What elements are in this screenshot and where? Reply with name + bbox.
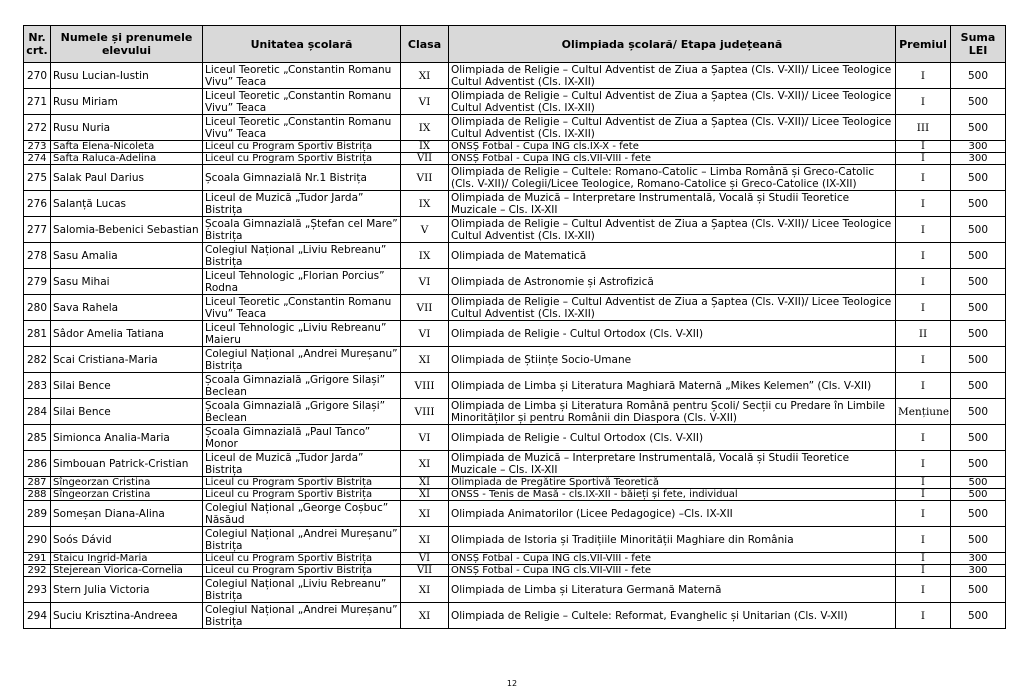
row-number-cell: 279 xyxy=(24,269,51,295)
class-cell: V xyxy=(401,217,449,243)
school-unit-cell: Școala Gimnazială „Grigore Silași” Beclean xyxy=(203,373,401,399)
class-cell: VII xyxy=(401,165,449,191)
class-cell: VI xyxy=(401,425,449,451)
class-cell: XI xyxy=(401,577,449,603)
row-number-cell: 286 xyxy=(24,451,51,477)
prize-cell: I xyxy=(896,577,951,603)
school-unit-cell: Liceul Tehnologic „Florian Porcius” Rodna xyxy=(203,269,401,295)
amount-cell: 500 xyxy=(951,321,1006,347)
student-name-cell: Silai Bence xyxy=(51,399,203,425)
olympiad-cell: Olimpiada de Religie – Cultul Adventist de Ziua a Șaptea (Cls. V-XII)/ Licee Teologice Cultul Adventist (Cls. IX-XII) xyxy=(449,217,896,243)
row-number-cell: 271 xyxy=(24,89,51,115)
class-cell: IX xyxy=(401,243,449,269)
table-row xyxy=(24,489,1006,501)
class-cell: XI xyxy=(401,603,449,629)
table-row xyxy=(24,153,1006,165)
row-number-cell: 282 xyxy=(24,347,51,373)
header-nr: Nr. crt. xyxy=(24,26,51,63)
amount-cell: 300 xyxy=(951,141,1006,153)
awards-table xyxy=(23,25,1006,629)
prize-cell: I xyxy=(896,243,951,269)
table-row xyxy=(24,577,1006,603)
student-name-cell: Rusu Nuria xyxy=(51,115,203,141)
amount-cell: 500 xyxy=(951,295,1006,321)
row-number-cell: 277 xyxy=(24,217,51,243)
class-cell: VIII xyxy=(401,399,449,425)
olympiad-cell: Olimpiada de Matematică xyxy=(449,243,896,269)
school-unit-cell: Școala Gimnazială „Paul Tanco” Monor xyxy=(203,425,401,451)
row-number-cell: 294 xyxy=(24,603,51,629)
table-row xyxy=(24,425,1006,451)
olympiad-cell: Olimpiada de Istoria și Tradițiile Minorității Maghiare din România xyxy=(449,527,896,553)
student-name-cell: Silai Bence xyxy=(51,373,203,399)
class-cell: XI xyxy=(401,451,449,477)
olympiad-cell: Olimpiada de Științe Socio-Umane xyxy=(449,347,896,373)
olympiad-cell: ONSȘ Fotbal - Cupa ING cls.IX-X - fete xyxy=(449,141,896,153)
class-cell: VI xyxy=(401,553,449,565)
row-number-cell: 291 xyxy=(24,553,51,565)
school-unit-cell: Liceul Teoretic „Constantin Romanu Vivu” Teaca xyxy=(203,115,401,141)
class-cell: XI xyxy=(401,63,449,89)
prize-cell: I xyxy=(896,373,951,399)
amount-cell: 500 xyxy=(951,527,1006,553)
row-number-cell: 284 xyxy=(24,399,51,425)
table-row xyxy=(24,141,1006,153)
amount-cell: 500 xyxy=(951,373,1006,399)
amount-cell: 500 xyxy=(951,269,1006,295)
amount-cell: 300 xyxy=(951,565,1006,577)
student-name-cell: Sasu Mihai xyxy=(51,269,203,295)
class-cell: VI xyxy=(401,321,449,347)
class-cell: VII xyxy=(401,565,449,577)
header-suma: Suma LEI xyxy=(951,26,1006,63)
olympiad-cell: ONSȘ Fotbal - Cupa ING cls.VII-VIII - fete xyxy=(449,553,896,565)
olympiad-cell: Olimpiada Animatorilor (Licee Pedagogice) –Cls. IX-XII xyxy=(449,501,896,527)
class-cell: XI xyxy=(401,489,449,501)
prize-cell: I xyxy=(896,295,951,321)
prize-cell: I xyxy=(896,153,951,165)
amount-cell: 500 xyxy=(951,191,1006,217)
table-row xyxy=(24,295,1006,321)
school-unit-cell: Școala Gimnazială Nr.1 Bistrița xyxy=(203,165,401,191)
student-name-cell: Salomia-Bebenici Sebastian xyxy=(51,217,203,243)
amount-cell: 500 xyxy=(951,501,1006,527)
prize-cell: I xyxy=(896,603,951,629)
student-name-cell: Stejerean Viorica-Cornelia xyxy=(51,565,203,577)
amount-cell: 500 xyxy=(951,165,1006,191)
school-unit-cell: Liceul cu Program Sportiv Bistrița xyxy=(203,477,401,489)
olympiad-cell: Olimpiada de Astronomie și Astrofizică xyxy=(449,269,896,295)
student-name-cell: Safta Elena-Nicoleta xyxy=(51,141,203,153)
school-unit-cell: Școala Gimnazială „Grigore Silași” Beclean xyxy=(203,399,401,425)
prize-cell: Mențiune xyxy=(896,399,951,425)
amount-cell: 300 xyxy=(951,153,1006,165)
prize-cell: II xyxy=(896,321,951,347)
prize-cell: I xyxy=(896,489,951,501)
prize-cell: I xyxy=(896,553,951,565)
school-unit-cell: Liceul Teoretic „Constantin Romanu Vivu” Teaca xyxy=(203,63,401,89)
prize-cell: I xyxy=(896,501,951,527)
table-row xyxy=(24,191,1006,217)
student-name-cell: Scai Cristiana-Maria xyxy=(51,347,203,373)
olympiad-cell: Olimpiada de Muzică – Interpretare Instrumentală, Vocală și Studii Teoretice Muzicale – Cls. IX-XII xyxy=(449,191,896,217)
prize-cell: I xyxy=(896,217,951,243)
table-row xyxy=(24,115,1006,141)
prize-cell: I xyxy=(896,451,951,477)
olympiad-cell: Olimpiada de Religie – Cultul Adventist de Ziua a Șaptea (Cls. V-XII)/ Licee Teologice Cultul Adventist (Cls. IX-XII) xyxy=(449,89,896,115)
amount-cell: 500 xyxy=(951,217,1006,243)
school-unit-cell: Colegiul Național „Andrei Mureșanu” Bistrița xyxy=(203,347,401,373)
student-name-cell: Someșan Diana-Alina xyxy=(51,501,203,527)
table-row xyxy=(24,373,1006,399)
school-unit-cell: Liceul de Muzică „Tudor Jarda” Bistrița xyxy=(203,191,401,217)
header-row xyxy=(24,26,1006,63)
school-unit-cell: Liceul Tehnologic „Liviu Rebreanu” Maieru xyxy=(203,321,401,347)
row-number-cell: 274 xyxy=(24,153,51,165)
olympiad-cell: Olimpiada de Religie - Cultul Ortodox (Cls. V-XII) xyxy=(449,321,896,347)
class-cell: VI xyxy=(401,89,449,115)
class-cell: VIII xyxy=(401,373,449,399)
amount-cell: 500 xyxy=(951,89,1006,115)
student-name-cell: Simbouan Patrick-Cristian xyxy=(51,451,203,477)
olympiad-cell: Olimpiada de Religie – Cultele: Romano-Catolic – Limba Română și Greco-Catolic (Cls. V-XII)/ Colegii/Licee Teologice, Romano-Catolice și Greco-Catolice (IX-XII) xyxy=(449,165,896,191)
amount-cell: 500 xyxy=(951,477,1006,489)
student-name-cell: Suciu Krisztina-Andreea xyxy=(51,603,203,629)
amount-cell: 500 xyxy=(951,115,1006,141)
olympiad-cell: Olimpiada de Limba și Literatura Germană Maternă xyxy=(449,577,896,603)
class-cell: XI xyxy=(401,501,449,527)
prize-cell: I xyxy=(896,425,951,451)
table-row xyxy=(24,451,1006,477)
school-unit-cell: Școala Gimnazială „Ștefan cel Mare” Bistrița xyxy=(203,217,401,243)
student-name-cell: Rusu Miriam xyxy=(51,89,203,115)
class-cell: VII xyxy=(401,295,449,321)
olympiad-cell: Olimpiada de Muzică – Interpretare Instrumentală, Vocală și Studii Teoretice Muzicale – Cls. IX-XII xyxy=(449,451,896,477)
row-number-cell: 292 xyxy=(24,565,51,577)
row-number-cell: 270 xyxy=(24,63,51,89)
prize-cell: I xyxy=(896,165,951,191)
header-clasa: Clasa xyxy=(401,26,449,63)
amount-cell: 500 xyxy=(951,603,1006,629)
row-number-cell: 283 xyxy=(24,373,51,399)
class-cell: IX xyxy=(401,141,449,153)
prize-cell: I xyxy=(896,477,951,489)
amount-cell: 500 xyxy=(951,63,1006,89)
olympiad-cell: Olimpiada de Religie - Cultul Ortodox (Cls. V-XII) xyxy=(449,425,896,451)
student-name-cell: Soós Dávid xyxy=(51,527,203,553)
header-unit: Unitatea școlară xyxy=(203,26,401,63)
prize-cell: I xyxy=(896,89,951,115)
olympiad-cell: Olimpiada de Pregătire Sportivă Teoretică xyxy=(449,477,896,489)
class-cell: VII xyxy=(401,153,449,165)
student-name-cell: Sâdor Amelia Tatiana xyxy=(51,321,203,347)
row-number-cell: 276 xyxy=(24,191,51,217)
row-number-cell: 278 xyxy=(24,243,51,269)
table-row xyxy=(24,321,1006,347)
school-unit-cell: Liceul cu Program Sportiv Bistrița xyxy=(203,489,401,501)
student-name-cell: Salak Paul Darius xyxy=(51,165,203,191)
olympiad-cell: Olimpiada de Religie – Cultul Adventist de Ziua a Șaptea (Cls. V-XII)/ Licee Teologice Cultul Adventist (Cls. IX-XII) xyxy=(449,115,896,141)
olympiad-cell: ONSȘ Fotbal - Cupa ING cls.VII-VIII - fete xyxy=(449,153,896,165)
table-row xyxy=(24,165,1006,191)
student-name-cell: Safta Raluca-Adelina xyxy=(51,153,203,165)
prize-cell: I xyxy=(896,141,951,153)
olympiad-cell: ONSȘ Fotbal - Cupa ING cls.VII-VIII - fete xyxy=(449,565,896,577)
row-number-cell: 288 xyxy=(24,489,51,501)
table-row xyxy=(24,553,1006,565)
student-name-cell: Sava Rahela xyxy=(51,295,203,321)
school-unit-cell: Liceul cu Program Sportiv Bistrița xyxy=(203,565,401,577)
amount-cell: 500 xyxy=(951,399,1006,425)
class-cell: IX xyxy=(401,115,449,141)
student-name-cell: Rusu Lucian-Iustin xyxy=(51,63,203,89)
table-row xyxy=(24,89,1006,115)
school-unit-cell: Liceul cu Program Sportiv Bistrița xyxy=(203,153,401,165)
amount-cell: 500 xyxy=(951,425,1006,451)
table-row xyxy=(24,217,1006,243)
school-unit-cell: Liceul Teoretic „Constantin Romanu Vivu” Teaca xyxy=(203,295,401,321)
student-name-cell: Sasu Amalia xyxy=(51,243,203,269)
prize-cell: I xyxy=(896,269,951,295)
table-row xyxy=(24,565,1006,577)
school-unit-cell: Colegiul Național „Liviu Rebreanu” Bistrița xyxy=(203,243,401,269)
amount-cell: 500 xyxy=(951,451,1006,477)
class-cell: IX xyxy=(401,191,449,217)
student-name-cell: Simionca Analia-Maria xyxy=(51,425,203,451)
row-number-cell: 272 xyxy=(24,115,51,141)
olympiad-cell: ONSS - Tenis de Masă - cls.IX-XII - băieți și fete, individual xyxy=(449,489,896,501)
amount-cell: 500 xyxy=(951,489,1006,501)
class-cell: XI xyxy=(401,527,449,553)
row-number-cell: 285 xyxy=(24,425,51,451)
row-number-cell: 287 xyxy=(24,477,51,489)
school-unit-cell: Liceul cu Program Sportiv Bistrița xyxy=(203,553,401,565)
row-number-cell: 293 xyxy=(24,577,51,603)
student-name-cell: Staicu Ingrid-Maria xyxy=(51,553,203,565)
olympiad-cell: Olimpiada de Religie – Cultele: Reformat, Evanghelic și Unitarian (Cls. V-XII) xyxy=(449,603,896,629)
prize-cell: I xyxy=(896,63,951,89)
row-number-cell: 273 xyxy=(24,141,51,153)
class-cell: XI xyxy=(401,477,449,489)
table-row xyxy=(24,243,1006,269)
header-olympiad: Olimpiada școlară/ Etapa județeană xyxy=(449,26,896,63)
table-row xyxy=(24,63,1006,89)
row-number-cell: 289 xyxy=(24,501,51,527)
student-name-cell: Sîngeorzan Cristina xyxy=(51,489,203,501)
class-cell: XI xyxy=(401,347,449,373)
row-number-cell: 290 xyxy=(24,527,51,553)
prize-cell: I xyxy=(896,347,951,373)
school-unit-cell: Colegiul Național „Andrei Mureșanu” Bistrița xyxy=(203,603,401,629)
student-name-cell: Stern Julia Victoria xyxy=(51,577,203,603)
header-premiul: Premiul xyxy=(896,26,951,63)
table-row xyxy=(24,399,1006,425)
school-unit-cell: Colegiul Național „George Coșbuc” Năsăud xyxy=(203,501,401,527)
student-name-cell: Sîngeorzan Cristina xyxy=(51,477,203,489)
class-cell: VI xyxy=(401,269,449,295)
school-unit-cell: Colegiul Național „Andrei Mureșanu” Bistrița xyxy=(203,527,401,553)
table-row xyxy=(24,347,1006,373)
school-unit-cell: Colegiul Național „Liviu Rebreanu” Bistrița xyxy=(203,577,401,603)
table-row xyxy=(24,269,1006,295)
student-name-cell: Salanță Lucas xyxy=(51,191,203,217)
school-unit-cell: Liceul cu Program Sportiv Bistrița xyxy=(203,141,401,153)
school-unit-cell: Liceul de Muzică „Tudor Jarda” Bistrița xyxy=(203,451,401,477)
school-unit-cell: Liceul Teoretic „Constantin Romanu Vivu” Teaca xyxy=(203,89,401,115)
header-name: Numele și prenumele elevului xyxy=(51,26,203,63)
prize-cell: I xyxy=(896,565,951,577)
row-number-cell: 280 xyxy=(24,295,51,321)
olympiad-cell: Olimpiada de Religie – Cultul Adventist de Ziua a Șaptea (Cls. V-XII)/ Licee Teologice Cultul Adventist (Cls. IX-XII) xyxy=(449,63,896,89)
prize-cell: III xyxy=(896,115,951,141)
amount-cell: 500 xyxy=(951,577,1006,603)
table-row xyxy=(24,527,1006,553)
table-row xyxy=(24,477,1006,489)
olympiad-cell: Olimpiada de Limba și Literatura Maghiară Maternă „Mikes Kelemen” (Cls. V-XII) xyxy=(449,373,896,399)
amount-cell: 300 xyxy=(951,553,1006,565)
olympiad-cell: Olimpiada de Religie – Cultul Adventist de Ziua a Șaptea (Cls. V-XII)/ Licee Teologice Cultul Adventist (Cls. IX-XII) xyxy=(449,295,896,321)
amount-cell: 500 xyxy=(951,243,1006,269)
row-number-cell: 275 xyxy=(24,165,51,191)
prize-cell: I xyxy=(896,191,951,217)
amount-cell: 500 xyxy=(951,347,1006,373)
table-row xyxy=(24,501,1006,527)
row-number-cell: 281 xyxy=(24,321,51,347)
olympiad-cell: Olimpiada de Limba și Literatura Română pentru Școli/ Secții cu Predare în Limbile Minorităților și pentru Românii din Diaspora (Cls. V-XII) xyxy=(449,399,896,425)
page-number: 12 xyxy=(506,679,518,688)
prize-cell: I xyxy=(896,527,951,553)
table-row xyxy=(24,603,1006,629)
